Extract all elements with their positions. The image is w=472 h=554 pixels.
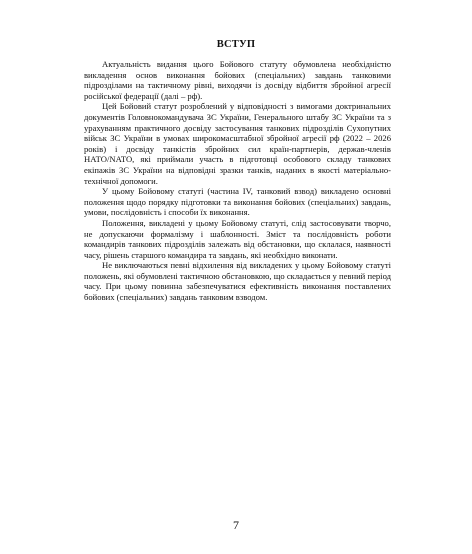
page-number: 7 (233, 518, 239, 532)
paragraph-application: Положення, викладені у цьому Бойовому статуті, слід застосовувати творчо, не допускаючи формалізму і шаблонності. Зміст та послідовність роботи командирів танкових підрозділів залежать від обстановки, що склалася, наявності часу, рішень старшого командира та завдань, які необхідно виконати. (84, 217, 391, 260)
paragraph-contents: У цьому Бойовому статуті (частина IV, танковий взвод) викладено основні положення щодо порядку підготовки та виконання бойових (спеціальних) завдань, умови, послідовність і способи їх виконання. (84, 186, 391, 218)
section-heading: ВСТУП (216, 39, 256, 50)
paragraph-deviations: Не виключаються певні відхилення від викладених у цьому Бойовому статуті положень, які обумовлені тактичною обстановкою, що складається у певний період часу. При цьому повинна забезпечуватися ефективність виконання поставлених бойових (спеціальних) завдань танковим взводом. (84, 260, 391, 303)
paragraph-development-basis: Цей Бойовий статут розроблений у відповідності з вимогами доктринальних документів Головнокомандувача ЗС України, Генерального штабу ЗС України та з урахуванням практичного досвіду застосування танкових підрозділів Сухопутних військ ЗС України в умовах широкомасштабної збройної агресії рф (2022 – 2026 років) і досвіду танкістів збройних сил країн-партнерів, держав-членів НАТО/NATO, які приймали участь в підготовці особового складу танкових екіпажів ЗС України на відповідні зразки танків, наданих в якості матеріально-технічної допомоги. (84, 101, 391, 186)
body-text (84, 59, 391, 303)
paragraph-relevance: Актуальність видання цього Бойового статуту обумовлена необхідністю викладення основ виконання бойових (спеціальних) завдань танковими підрозділами на тактичному рівні, виходячи із досвіду відбиття збройної агресії російської федерації (далі – рф). (84, 59, 391, 101)
